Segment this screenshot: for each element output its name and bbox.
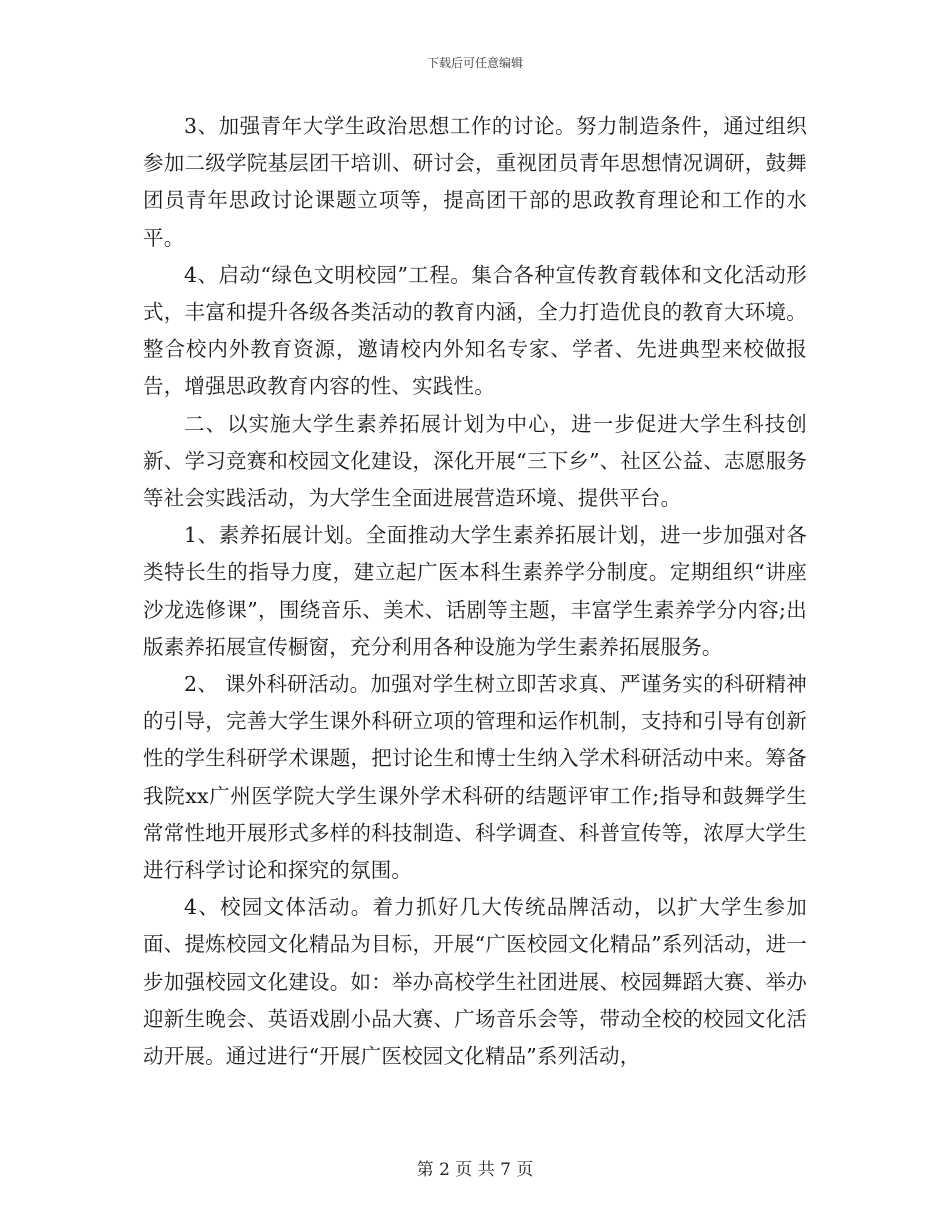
paragraph-item-4-green-campus: 4、启动“绿色文明校园”工程。集合各种宣传教育载体和文化活动形式，丰富和提升各级各类活动的教育内涵，全力打造优良的教育大环境。整合校内外教育资源，邀请校内外知名专家、学者、先进典型来校做报告，增强思政教育内容的性、实践性。 — [143, 262, 807, 399]
page-header: 下载后可任意编辑 — [426, 56, 523, 70]
paragraph-item-1-quality: 1、素养拓展计划。全面推动大学生素养拓展计划，进一步加强对各类特长生的指导力度，建立起广医本科生素养学分制度。定期组织“讲座沙龙选修课”，围绕音乐、美术、话剧等主题，丰富学生素养学分内容;出版素养拓展宣传橱窗，充分利用各种设施为学生素养拓展服务。 — [143, 523, 807, 659]
paragraph-section-2: 二、以实施大学生素养拓展计划为中心，进一步促进大学生科技创新、学习竞赛和校园文化建设，深化开展“三下乡”、社区公益、志愿服务等社会实践活动，为大学生全面进展营造环境、提供平台。 — [143, 411, 807, 511]
paragraph-item-2-research: 2、 课外科研活动。加强对学生树立即苦求真、严谨务实的科研精神的引导，完善大学生课外科研立项的管理和运作机制，支持和引导有创新性的学生科研学术课题，把讨论生和博士生纳入学术科研活动中来。筹备我院xx广州医学院大学生课外学术科研的结题评审工作;指导和鼓舞学生常常性地开展形式多样的科技制造、科学调查、科普宣传等，浓厚大学生进行科学讨论和探究的氛围。 — [143, 672, 807, 883]
paragraph-item-4-culture: 4、校园文体活动。着力抓好几大传统品牌活动，以扩大学生参加面、提炼校园文化精品为目标，开展“广医校园文化精品”系列活动，进一步加强校园文化建设。如：举办高校学生社团进展、校园舞蹈大赛、举办迎新生晚会、英语戏剧小品大赛、广场音乐会等，带动全校的校园文化活动开展。通过进行“开展广医校园文化精品”系列活动， — [143, 895, 807, 1069]
page-number: 第 2 页 共 7 页 — [416, 1160, 534, 1180]
paragraph-item-3: 3、加强青年大学生政治思想工作的讨论。努力制造条件，通过组织参加二级学院基层团干培训、研讨会，重视团员青年思想情况调研，鼓舞团员青年思政讨论课题立项等，提高团干部的思政教育理论和工作的水平。 — [143, 114, 807, 250]
document-body — [143, 108, 807, 1075]
